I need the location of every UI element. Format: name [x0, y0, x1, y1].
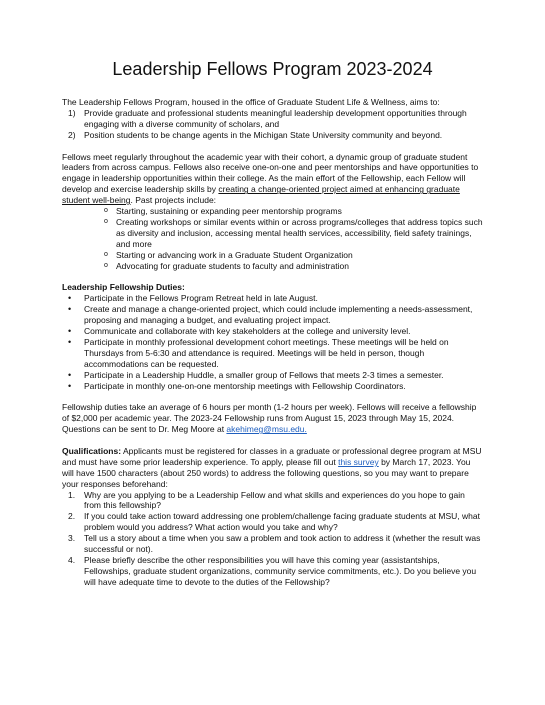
- email-link[interactable]: akehimeg@msu.edu.: [226, 424, 307, 435]
- aim-number: 1): [68, 107, 76, 118]
- aims-list: [62, 108, 483, 141]
- question-item: [62, 555, 483, 588]
- circle-bullet-icon: o: [104, 217, 108, 225]
- question-number: 2.: [68, 511, 76, 522]
- question-item: [62, 533, 483, 555]
- question-text: Please briefly describe the other responsibilities you will have this coming year (assistantships, Fellowships, graduate student organizations, community service commitments, etc.). Do you believe you will have adequate time to devote to the duties of the Fellowship?: [84, 555, 477, 587]
- qualifications-paragraph: Qualifications: Applicants must be registered for classes in a graduate or professional degree program at MSU and must have some prior leadership experience. To apply, please fill out this survey by March 17, 2023. You will have 1500 characters (about 250 words) to address the following questions, so you may want to prepare your responses beforehand:: [62, 445, 482, 489]
- aim-item: [62, 108, 483, 130]
- bullet-icon: •: [68, 380, 72, 391]
- circle-bullet-icon: o: [104, 261, 108, 269]
- intro-paragraph: The Leadership Fellows Program, housed in the office of Graduate Student Life & Wellness, aims to:: [62, 97, 440, 107]
- question-number: 1.: [68, 489, 76, 500]
- list-item: o Starting or advancing work in a Graduate Student Organization: [104, 249, 353, 260]
- question-number: 4.: [68, 555, 76, 565]
- bullet-icon: •: [68, 326, 72, 336]
- question-item: [62, 511, 483, 533]
- list-item: o Advocating for graduate students to faculty and administration: [104, 260, 349, 271]
- duties-heading: Leadership Fellowship Duties:: [62, 282, 185, 293]
- past-projects-list: [62, 206, 483, 271]
- circle-bullet-icon: o: [104, 250, 108, 258]
- duties-list: [62, 293, 483, 391]
- list-item: • Participate in the Fellows Program Retreat held in late August.: [68, 293, 318, 304]
- questions-list: [62, 490, 483, 588]
- question-text: If you could take action toward addressing one problem/challenge facing graduate students at MSU, what problem would you address? What action would you take and why?: [84, 511, 480, 533]
- list-item: • Communicate and collaborate with key stakeholders at the college and university level.: [68, 326, 411, 336]
- aim-item: [62, 130, 483, 141]
- question-text: Tell us a story about a time when you saw a problem and took action to address it (whether the result was successful or not).: [84, 533, 481, 555]
- project-emphasis: creating a change-oriented project aimed at enhancing graduate student well-being: [62, 184, 460, 206]
- survey-link[interactable]: this survey: [338, 456, 379, 467]
- page-title: Leadership Fellows Program 2023-2024: [112, 59, 433, 79]
- aim-number: 2): [68, 129, 76, 140]
- aim-text: Position students to be change agents in the Michigan State University community and beyond.: [84, 129, 443, 140]
- list-item: • Create and manage a change-oriented project, which could include implementing a needs-assessment, proposing and managing a budget, and evaluating project impact.: [68, 304, 473, 326]
- bullet-icon: •: [68, 293, 72, 304]
- list-item: • Participate in a Leadership Huddle, a smaller group of Fellows that meets 2-3 times a semester.: [68, 369, 444, 380]
- bullet-icon: •: [68, 369, 72, 380]
- list-item: • Participate in monthly professional development cohort meetings. These meetings will be held on Thursdays from 5-6:30 and attendance is required. Meetings will be held in person, though accommodations can be requested.: [68, 336, 449, 369]
- bullet-icon: •: [68, 304, 72, 315]
- list-item: • Participate in monthly one-on-one mentorship meetings with Fellowship Coordinators.: [68, 380, 406, 391]
- question-text: Why are you applying to be a Leadership Fellow and what skills and experiences do you hope to gain from this fellowship?: [84, 489, 465, 511]
- circle-bullet-icon: o: [104, 207, 108, 215]
- bullet-icon: •: [68, 336, 72, 347]
- fellows-paragraph: Fellows meet regularly throughout the academic year with their cohort, a dynamic group of graduate student leaders from across campus. Fellows also receive one-on-one and peer mentorships and have opportunities to engage in leadership opportunities within their college. As the main effort of the Fellowship, each Fellow will develop and exercise leadership skills by creating a change-oriented project aimed at enhancing graduate student well-being. Past projects include:: [62, 151, 479, 206]
- list-item: o Starting, sustaining or expanding peer mentorship programs: [104, 206, 342, 217]
- duties-summary-paragraph: Fellowship duties take an average of 6 hours per month (1-2 hours per week). Fellows will receive a fellowship of $2,000 per academic year. The 2023-24 Fellowship runs from August 15, 2023 through May 15, 2024. Questions can be sent to Dr. Meg Moore at akehimeg@msu.edu.: [62, 402, 477, 435]
- list-item: o Creating workshops or similar events within or across programs/colleges that address topics such as diversity and inclusion, accessing mental health services, accessibility, field safety trainings, and more: [104, 216, 483, 249]
- question-number: 3.: [68, 533, 76, 544]
- question-item: [62, 490, 483, 512]
- qualifications-label: Qualifications:: [62, 445, 122, 456]
- aim-text: Provide graduate and professional students meaningful leadership development opportunities through engaging with a diverse community of scholars, and: [84, 107, 467, 129]
